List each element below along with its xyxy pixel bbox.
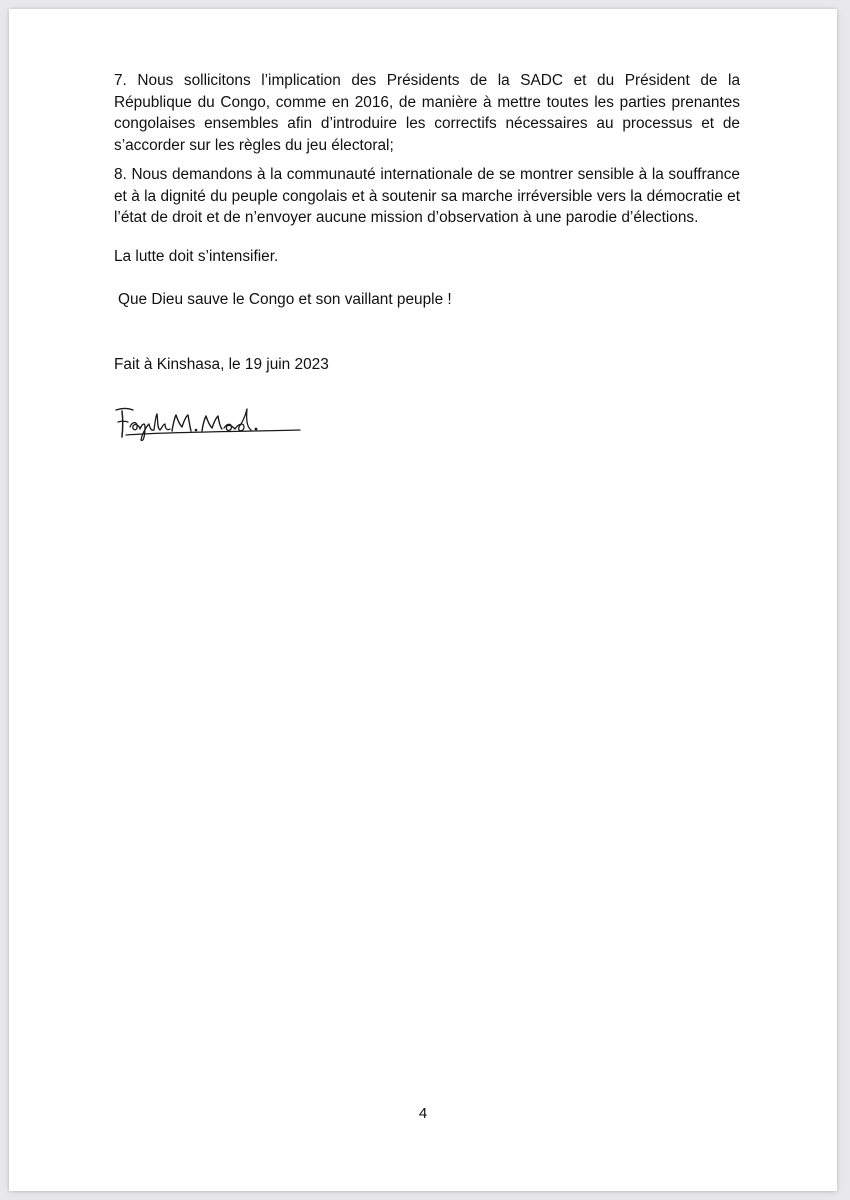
- paragraph-8: 8. Nous demandons à la communauté internationale de se montrer sensible à la souffrance et à la dignité du peuple congolais et à soutenir sa marche irréversible vers la démocratie et l’état de droit et de n’envoyer aucune mission d’observation à une parodie d’élections.: [114, 166, 740, 227]
- handwritten-signature: [112, 397, 312, 447]
- dateline: Fait à Kinshasa, le 19 juin 2023: [114, 356, 329, 373]
- blessing-line: Que Dieu sauve le Congo et son vaillant peuple !: [118, 291, 452, 308]
- paragraph-7: 7. Nous sollicitons l’implication des Présidents de la SADC et du Président de la République du Congo, comme en 2016, de manière à mettre toutes les parties prenantes congolaises ensembles afin d’introduire les correctifs nécessaires au processus et de s’accorder sur les règles du jeu électoral;: [114, 72, 740, 155]
- document-page: [9, 9, 837, 1191]
- struggle-line: La lutte doit s’intensifier.: [114, 248, 279, 265]
- page-number: 4: [418, 1105, 428, 1122]
